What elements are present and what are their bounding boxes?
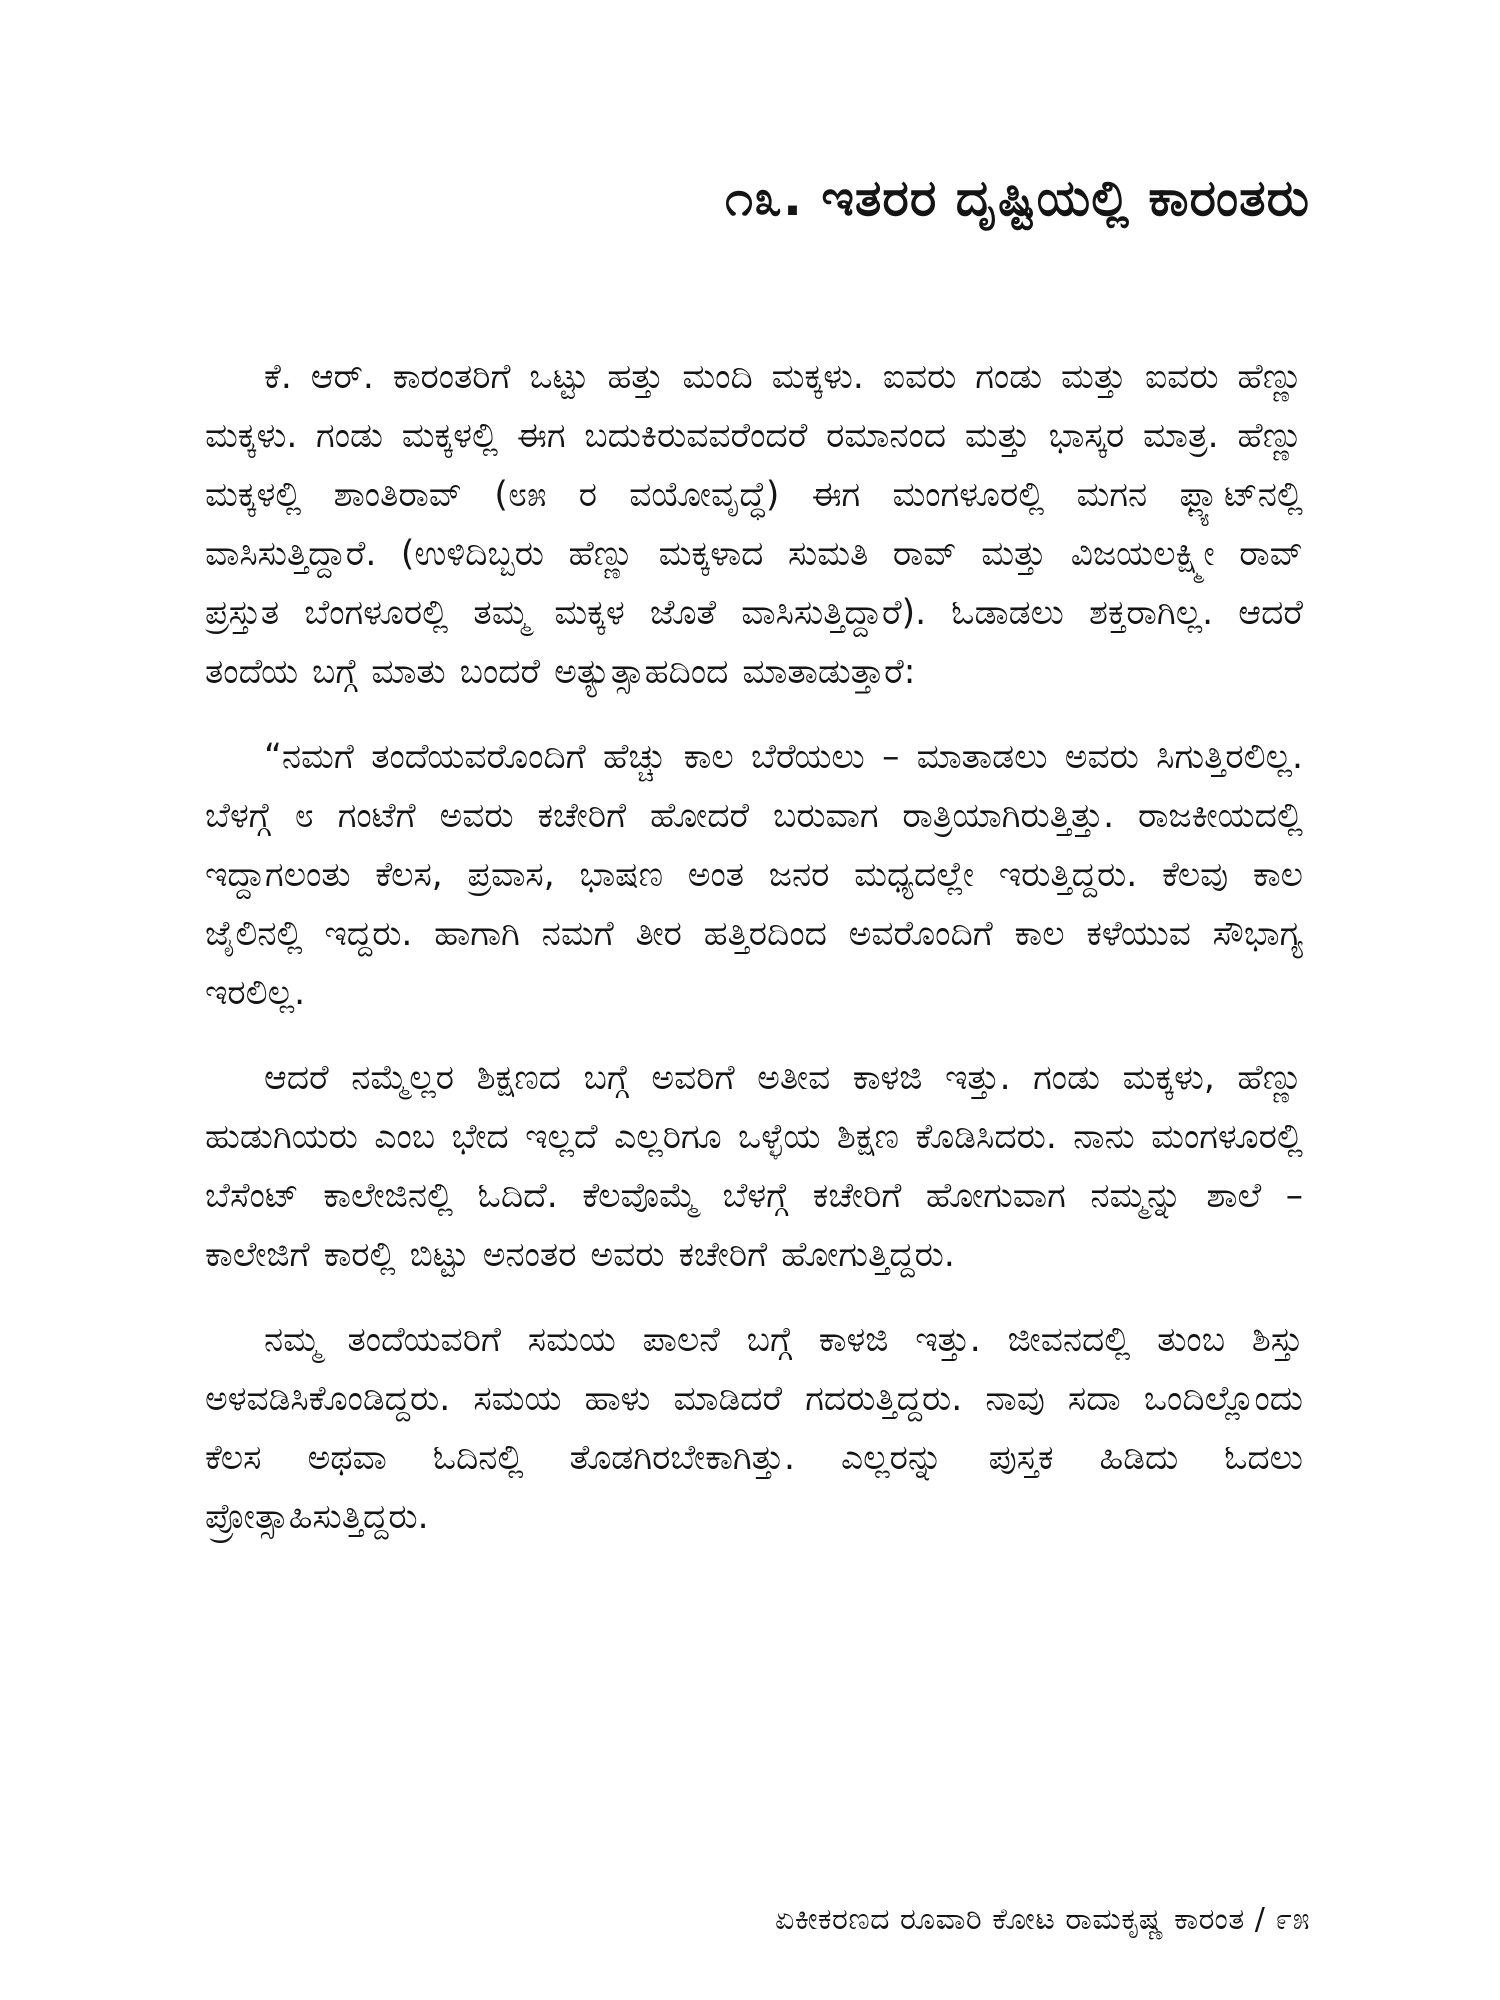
page-footer-running-title: ಏಕೀಕರಣದ ರೂವಾರಿ ಕೋಟ ರಾಮಕೃಷ್ಣ ಕಾರಂತ / ೯೫ <box>774 1902 1310 1937</box>
paragraph-quote-start: “ನಮಗೆ ತಂದೆಯವರೊಂದಿಗೆ ಹೆಚ್ಚು ಕಾಲ ಬೆರೆಯಲು – ಮಾತಾಡಲು ಅವರು ಸಿಗುತ್ತಿರಲಿಲ್ಲ. ಬೆಳಗ್ಗೆ ೮ ಗಂಟೆಗೆ ಅವರು ಕಚೇರಿಗೆ ಹೋದರೆ ಬರುವಾಗ ರಾತ್ರಿಯಾಗಿರುತ್ತಿತ್ತು. ರಾಜಕೀಯದಲ್ಲಿ ಇದ್ದಾಗಲಂತು ಕೆಲಸ, ಪ್ರವಾಸ, ಭಾಷಣ ಅಂತ ಜನರ ಮಧ್ಯದಲ್ಲೇ ಇರುತ್ತಿದ್ದರು. ಕೆಲವು ಕಾಲ ಜೈಲಿನಲ್ಲಿ ಇದ್ದರು. ಹಾಗಾಗಿ ನಮಗೆ ತೀರ ಹತ್ತಿರದಿಂದ ಅವರೊಂದಿಗೆ ಕಾಲ ಕಳೆಯುವ ಸೌಭಾಗ್ಯ ಇರಲಿಲ್ಲ. <box>205 737 1303 1013</box>
chapter-body <box>205 348 1303 1547</box>
chapter-title: ೧೩. ಇತರರ ದೃಷ್ಟಿಯಲ್ಲಿ ಕಾರಂತರು <box>724 169 1310 227</box>
paragraph-education: ಆದರೆ ನಮ್ಮೆಲ್ಲರ ಶಿಕ್ಷಣದ ಬಗ್ಗೆ ಅವರಿಗೆ ಅತೀವ ಕಾಳಜಿ ಇತ್ತು. ಗಂಡು ಮಕ್ಕಳು, ಹೆಣ್ಣು ಹುಡುಗಿಯರು ಎಂಬ ಭೇದ ಇಲ್ಲದೆ ಎಲ್ಲರಿಗೂ ಒಳ್ಳೆಯ ಶಿಕ್ಷಣ ಕೊಡಿಸಿದರು. ನಾನು ಮಂಗಳೂರಲ್ಲಿ ಬೆಸೆಂಟ್ ಕಾಲೇಜಿನಲ್ಲಿ ಓದಿದೆ. ಕೆಲವೊಮ್ಮೆ ಬೆಳಗ್ಗೆ ಕಚೇರಿಗೆ ಹೋಗುವಾಗ ನಮ್ಮನ್ನು ಶಾಲೆ –ಕಾಲೇಜಿಗೆ ಕಾರಲ್ಲಿ ಬಿಟ್ಟು ಅನಂತರ ಅವರು ಕಚೇರಿಗೆ ಹೋಗುತ್ತಿದ್ದರು. <box>205 1058 1303 1275</box>
paragraph-intro: ಕೆ. ಆರ್. ಕಾರಂತರಿಗೆ ಒಟ್ಟು ಹತ್ತು ಮಂದಿ ಮಕ್ಕಳು. ಐವರು ಗಂಡು ಮತ್ತು ಐವರು ಹೆಣ್ಣು ಮಕ್ಕಳು. ಗಂಡು ಮಕ್ಕಳಲ್ಲಿ ಈಗ ಬದುಕಿರುವವರೆಂದರೆ ರಮಾನಂದ ಮತ್ತು ಭಾಸ್ಕರ ಮಾತ್ರ. ಹೆಣ್ಣು ಮಕ್ಕಳಲ್ಲಿ ಶಾಂತಿರಾವ್ (೮೫ ರ ವಯೋವೃದ್ಧೆ) ಈಗ ಮಂಗಳೂರಲ್ಲಿ ಮಗನ ಫ್ಲ್ಯಾಟ್‌ನಲ್ಲಿ ವಾಸಿಸುತ್ತಿದ್ದಾರೆ. (ಉಳಿದಿಬ್ಬರು ಹೆಣ್ಣು ಮಕ್ಕಳಾದ ಸುಮತಿ ರಾವ್ ಮತ್ತು ವಿಜಯಲಕ್ಷ್ಮೀ ರಾವ್ ಪ್ರಸ್ತುತ ಬೆಂಗಳೂರಲ್ಲಿ ತಮ್ಮ ಮಕ್ಕಳ ಜೊತೆ ವಾಸಿಸುತ್ತಿದ್ದಾರೆ). ಓಡಾಡಲು ಶಕ್ತರಾಗಿಲ್ಲ. ಆದರೆ ತಂದೆಯ ಬಗ್ಗೆ ಮಾತು ಬಂದರೆ ಅತ್ಯುತ್ಸಾಹದಿಂದ ಮಾತಾಡುತ್ತಾರೆ: <box>205 357 1303 692</box>
paragraph-discipline: ನಮ್ಮ ತಂದೆಯವರಿಗೆ ಸಮಯ ಪಾಲನೆ ಬಗ್ಗೆ ಕಾಳಜಿ ಇತ್ತು. ಜೀವನದಲ್ಲಿ ತುಂಬ ಶಿಸ್ತು ಅಳವಡಿಸಿಕೊಂಡಿದ್ದರು. ಸಮಯ ಹಾಳು ಮಾಡಿದರೆ ಗದರುತ್ತಿದ್ದರು. ನಾವು ಸದಾ ಒಂದಿಲ್ಲೊಂದು ಕೆಲಸ ಅಥವಾ ಓದಿನಲ್ಲಿ ತೊಡಗಿರಬೇಕಾಗಿತ್ತು. ಎಲ್ಲರನ್ನು ಪುಸ್ತಕ ಹಿಡಿದು ಓದಲು ಪ್ರೋತ್ಸಾಹಿಸುತ್ತಿದ್ದರು. <box>205 1320 1303 1537</box>
